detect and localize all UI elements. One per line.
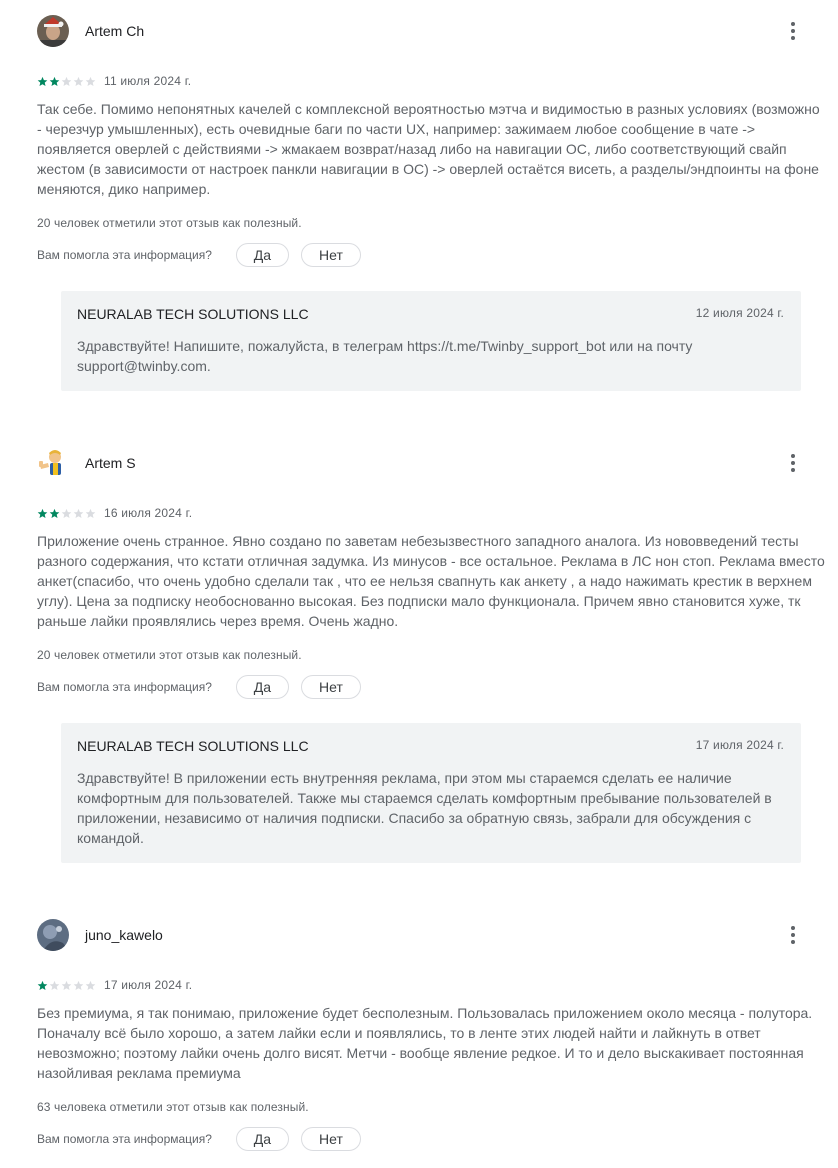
helpful-no-button[interactable]: Нет	[301, 243, 361, 267]
review-card	[0, 15, 838, 395]
star-empty-icon	[85, 76, 96, 87]
author-name: Artem S	[85, 455, 136, 471]
star-filled-icon	[49, 508, 60, 519]
author-name: juno_kawelo	[85, 927, 163, 943]
review-date: 11 июля 2024 г.	[104, 74, 192, 88]
reply-date: 17 июля 2024 г.	[695, 738, 784, 752]
developer-name: NEURALAB TECH SOLUTIONS LLC	[77, 306, 309, 322]
reply-text: Здравствуйте! В приложении есть внутренняя реклама, при этом мы стараемся сделать ее наличие комфортным для пользователей. Также мы стараемся сделать комфортным пребывание пользователей в приложении, независимо от наличия подписки. Спасибо за обратную связь, забрали для обсуждения с командой.	[77, 770, 772, 846]
avatar	[37, 447, 69, 479]
star-empty-icon	[61, 508, 72, 519]
review-author-row	[37, 15, 827, 47]
helpful-feedback	[37, 243, 361, 267]
star-empty-icon	[61, 76, 72, 87]
more-options-icon[interactable]	[781, 923, 805, 947]
helpful-question: Вам помогла эта информация?	[37, 248, 212, 262]
star-filled-icon	[37, 508, 48, 519]
developer-name: NEURALAB TECH SOLUTIONS LLC	[77, 738, 309, 754]
reply-text: Здравствуйте! Напишите, пожалуйста, в телеграм https://t.me/Twinby_support_bot или на почту support@twinby.com.	[77, 338, 693, 374]
review-text: Так себе. Помимо непонятных качелей с комплексной вероятностью мэтча и видимостью в разных условиях (возможно - черезчур умышленных), есть очевидные баги по части UX, например: зажимаем любое сообщение в чате -> появляется оверлей с действиями -> жмакаем возврат/назад либо на навигации ОС, либо соответствующий свайп жестом (в зависимости от настроек панкли навигации в ОС) -> оверлей остаётся висеть, а разделы/эндпоинты на фоне меняются, дико например.	[37, 101, 820, 197]
star-rating	[37, 508, 96, 519]
star-rating	[37, 980, 96, 991]
avatar	[37, 15, 69, 47]
helpful-yes-button[interactable]: Да	[236, 1127, 289, 1151]
helpful-question: Вам помогла эта информация?	[37, 1132, 212, 1146]
star-empty-icon	[73, 980, 84, 991]
star-empty-icon	[73, 76, 84, 87]
rating-row	[37, 74, 191, 88]
helpful-no-button[interactable]: Нет	[301, 675, 361, 699]
helpful-yes-button[interactable]: Да	[236, 243, 289, 267]
helpful-count: 20 человек отметили этот отзыв как полезный.	[37, 648, 302, 662]
star-empty-icon	[61, 980, 72, 991]
star-filled-icon	[37, 980, 48, 991]
developer-reply	[61, 291, 801, 391]
developer-reply	[61, 723, 801, 863]
rating-row	[37, 506, 192, 520]
avatar	[37, 919, 69, 951]
helpful-no-button[interactable]: Нет	[301, 1127, 361, 1151]
review-text: Приложение очень странное. Явно создано по заветам небезызвестного западного аналога. Из нововведений тесты разного содержания, что кстати отличная задумка. Из минусов - все остальное. Реклама в ЛС нон стоп. Реклама вместо анкет(спасибо, что очень удобно сделали так , что ее нельзя свапнуть как анкету , а надо нажимать крестик в верхнем углу). Цена за подписку необоснованно высокая. Без подписки мало функционала. Причем явно становится хуже, тк раньше лайки проявлялись через время. Очень жадно.	[37, 533, 825, 629]
review-date: 17 июля 2024 г.	[104, 978, 193, 992]
review-card	[0, 447, 838, 867]
star-rating	[37, 76, 96, 87]
more-options-icon[interactable]	[781, 451, 805, 475]
helpful-count: 63 человека отметили этот отзыв как полезный.	[37, 1100, 309, 1114]
review-author-row	[37, 447, 827, 479]
star-empty-icon	[85, 508, 96, 519]
review-date: 16 июля 2024 г.	[104, 506, 193, 520]
author-name: Artem Ch	[85, 23, 145, 39]
review-card	[0, 919, 838, 1159]
helpful-feedback	[37, 675, 361, 699]
star-empty-icon	[49, 980, 60, 991]
star-empty-icon	[73, 508, 84, 519]
star-filled-icon	[37, 76, 48, 87]
helpful-question: Вам помогла эта информация?	[37, 680, 212, 694]
review-author-row	[37, 919, 827, 951]
star-filled-icon	[49, 76, 60, 87]
helpful-count: 20 человек отметили этот отзыв как полезный.	[37, 216, 302, 230]
star-empty-icon	[85, 980, 96, 991]
reply-date: 12 июля 2024 г.	[695, 306, 784, 320]
review-text: Без премиума, я так понимаю, приложение будет бесполезным. Пользовалась приложением около месяца - полутора. Поначалу всё было хорошо, а затем лайки если и появлялись, то в ленте этих людей найти и лайкнуть в ответ невозможно; поэтому лайки очень долго висят. Метчи - вообще явление редкое. И то и дело выскакивает постоянная назойливая реклама премиума	[37, 1005, 813, 1081]
helpful-yes-button[interactable]: Да	[236, 675, 289, 699]
rating-row	[37, 978, 192, 992]
more-options-icon[interactable]	[781, 19, 805, 43]
helpful-feedback	[37, 1127, 361, 1151]
